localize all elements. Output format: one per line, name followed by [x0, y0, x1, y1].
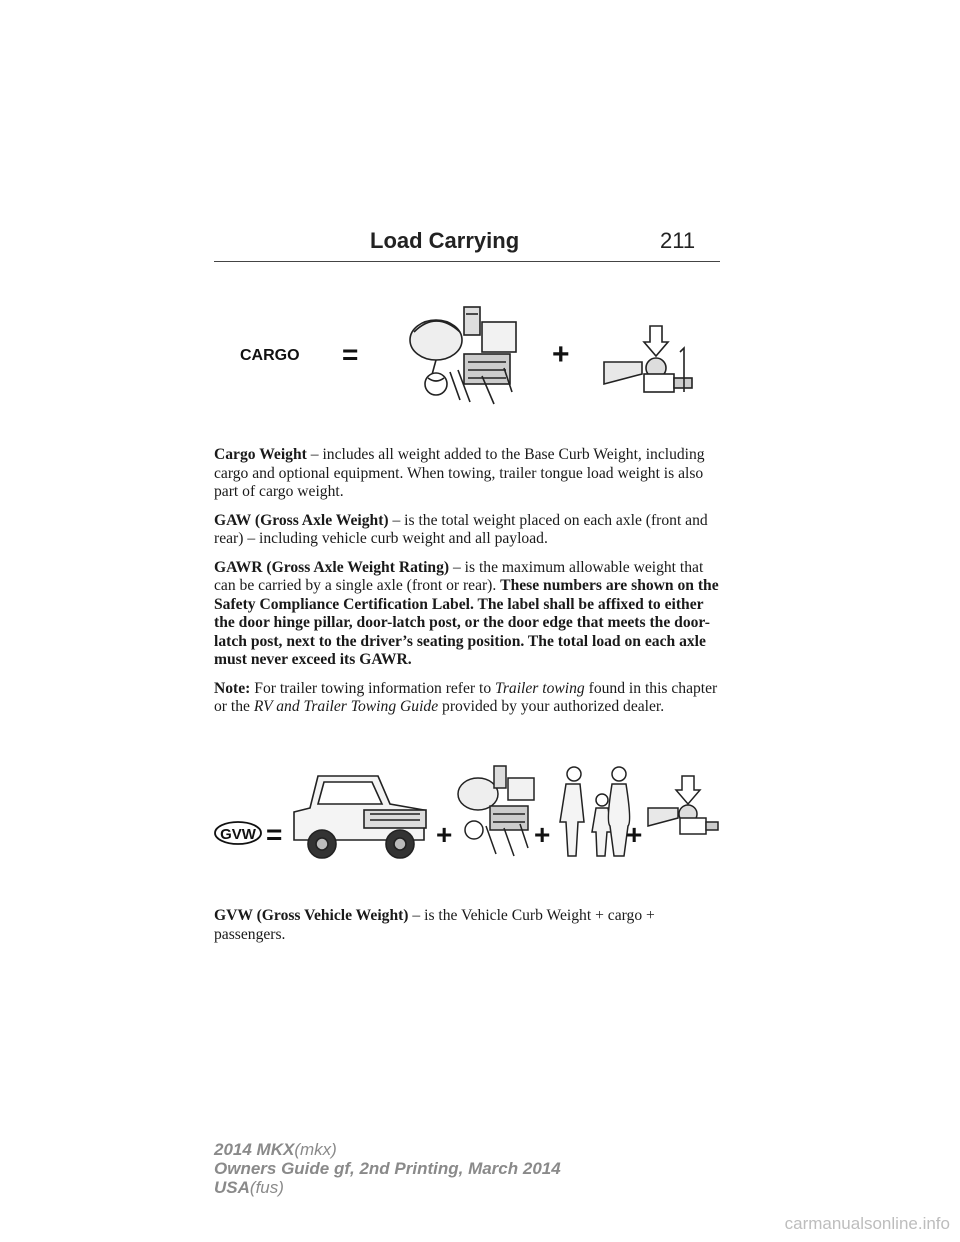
camping-gear-icon — [458, 766, 534, 856]
definitions-block — [214, 446, 724, 717]
trailer-towing-reference: Trailer towing — [495, 679, 585, 697]
passengers-icon — [560, 767, 630, 856]
gvw-label: GVW — [220, 826, 256, 843]
gaw-definition: – is the total weight placed on each axle (front and rear) – including vehicle curb weight and all payload. — [214, 511, 708, 547]
gvw-equals-sign: = — [266, 819, 283, 850]
gawr-term: GAWR (Gross Axle Weight Rating) — [214, 558, 450, 576]
gvw-term: GVW (Gross Vehicle Weight) — [214, 907, 409, 924]
gawr-definition: – is the maximum allowable weight that can be carried by a single axle (front or rear). — [214, 558, 704, 594]
cargo-weight-term: Cargo Weight — [214, 446, 307, 463]
note-text-3: provided by your authorized dealer. — [438, 698, 665, 715]
page-number: 211 — [660, 228, 696, 253]
page-title: Load Carrying — [370, 228, 520, 253]
cargo-label: CARGO — [240, 347, 300, 364]
cargo-illustration — [214, 292, 714, 412]
note-paragraph — [214, 680, 724, 717]
cargo-weight-paragraph — [214, 446, 724, 502]
pickup-truck-icon — [294, 776, 426, 858]
towing-guide-reference: RV and Trailer Towing Guide — [253, 698, 439, 715]
trailer-hitch-icon — [604, 326, 692, 392]
camping-gear-icon — [410, 307, 516, 404]
gvw-definition-block — [214, 907, 724, 944]
trailer-hitch-icon — [648, 776, 718, 834]
document-footer — [214, 1140, 561, 1197]
note-text-2: found in this chapter or the — [214, 679, 718, 715]
footer-model: 2014 MKX — [214, 1140, 295, 1159]
header-divider — [214, 261, 720, 262]
footer-region-code: (fus) — [249, 1178, 284, 1197]
cargo-plus-sign: + — [552, 338, 570, 371]
footer-region: USA — [214, 1178, 250, 1197]
gawr-paragraph — [214, 559, 724, 670]
gaw-paragraph — [214, 512, 724, 549]
footer-model-code: (mkx) — [294, 1140, 337, 1159]
gvw-definition: – is the Vehicle Curb Weight + cargo + passengers. — [214, 907, 655, 943]
gvw-plus-sign-3: + — [626, 819, 643, 850]
note-label: Note: — [214, 679, 251, 697]
cargo-weight-definition: – includes all weight added to the Base Curb Weight, including cargo and optional equipment. When towing, trailer tongue load weight is also part of cargo weight. — [214, 446, 705, 500]
footer-region-line — [214, 1178, 561, 1197]
gvw-plus-sign-2: + — [534, 819, 551, 850]
gaw-term: GAW (Gross Axle Weight) — [214, 511, 389, 529]
footer-guide-line: Owners Guide gf, 2nd Printing, March 2014 — [214, 1159, 561, 1178]
gvw-paragraph — [214, 907, 724, 944]
note-text-1: For trailer towing information refer to — [250, 679, 496, 697]
watermark: carmanualsonline.info — [784, 1214, 950, 1233]
gvw-illustration — [214, 752, 724, 864]
footer-model-line — [214, 1140, 561, 1159]
gvw-plus-sign-1: + — [436, 819, 453, 850]
cargo-equals-sign: = — [342, 339, 359, 370]
gawr-warning: These numbers are shown on the Safety Compliance Certification Label. The label shall be affixed to either the door hinge pillar, door-latch post, or the door edge that meets the door-latch post, next to the driver’s seating position. The total load on each axle must never exceed its GAWR. — [214, 577, 719, 668]
gvw-badge — [215, 822, 261, 844]
